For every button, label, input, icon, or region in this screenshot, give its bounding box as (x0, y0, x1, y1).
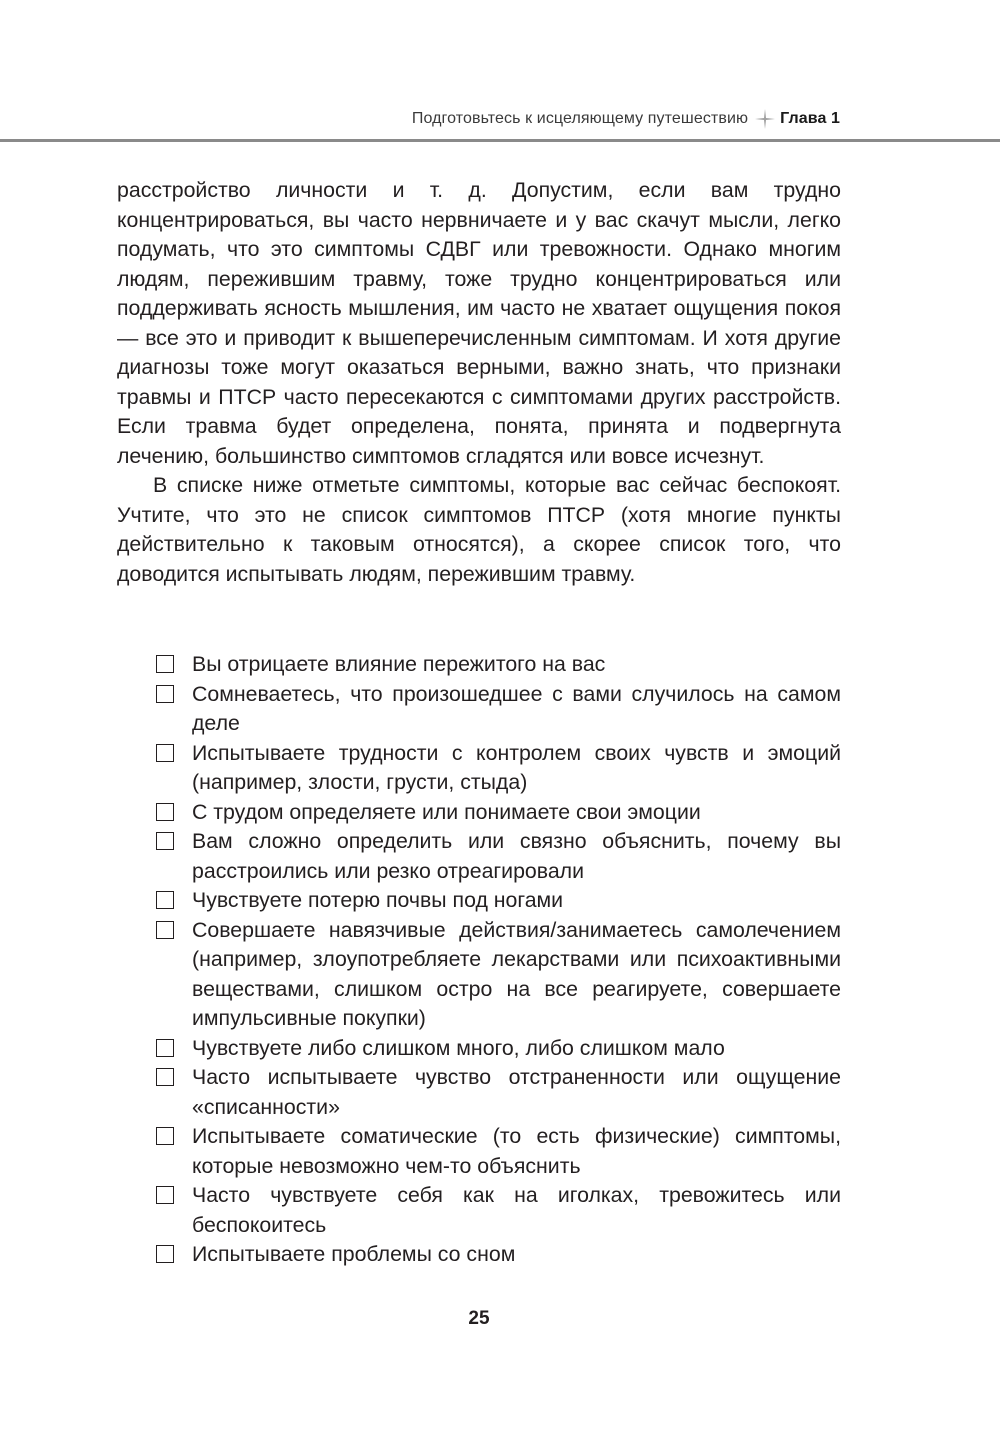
checklist-item-label: Сомневаетесь, что произошедшее с вами случилось на самом деле (192, 681, 841, 735)
header-rule (0, 139, 1000, 142)
chapter-label: Глава 1 (780, 110, 840, 127)
body-text (117, 176, 841, 589)
checklist-item (155, 916, 841, 1034)
checkbox[interactable] (156, 744, 174, 762)
checkbox[interactable] (156, 1068, 174, 1086)
checklist-item (155, 1240, 841, 1270)
page-number: 25 (468, 1308, 490, 1329)
checklist-item-label: Испытываете соматические (то есть физические) симптомы, которые невозможно чем-то объяснить (192, 1124, 841, 1178)
paragraph: В списке ниже отметьте симптомы, которые вас сейчас беспокоят. Учтите, что это не список симптомов ПТСР (хотя многие пункты действительно к таковым относятся), а скорее список того, что доводится испытывать людям, пережившим травму. (117, 473, 841, 586)
four-point-star-icon (754, 108, 776, 130)
checklist-item (155, 886, 841, 916)
running-header (412, 108, 840, 130)
checklist-item-label: Испытываете трудности с контролем своих чувств и эмоций (например, злости, грусти, стыда) (192, 740, 841, 794)
checklist-item (155, 1063, 841, 1122)
checklist-item (155, 798, 841, 828)
checklist-item-label: Часто испытываете чувство отстраненности или ощущение «списанности» (192, 1065, 841, 1119)
checklist-item (155, 650, 841, 680)
checklist-item-label: Чувствуете либо слишком много, либо слишком мало (192, 1035, 725, 1060)
checklist-item (155, 1122, 841, 1181)
paragraph: расстройство личности и т. д. Допустим, если вам трудно концентрироваться, вы часто нервничаете и у вас скачут мысли, легко подумать, что это симптомы СДВГ или тревожности. Однако многим людям, пережившим травму, тоже трудно концентрироваться или поддерживать ясность мышления, им часто не хватает ощущения покоя — все это и приводит к вышеперечисленным симптомам. И хотя другие диагнозы тоже могут оказаться верными, важно знать, что признаки травмы и ПТСР часто пересекаются с симптомами других расстройств. Если травма будет определена, понята, принята и подвергнута лечению, большинство симптомов сгладятся или вовсе исчезнут. (117, 178, 841, 468)
checkbox[interactable] (156, 1245, 174, 1263)
checkbox[interactable] (156, 921, 174, 939)
checkbox[interactable] (156, 832, 174, 850)
checklist-item (155, 1034, 841, 1064)
symptom-checklist (155, 650, 841, 1270)
checklist-item-label: Часто чувствуете себя как на иголках, тревожитесь или беспокоитесь (192, 1183, 841, 1237)
checkbox[interactable] (156, 655, 174, 673)
checkbox[interactable] (156, 891, 174, 909)
checklist-item-label: Вам сложно определить или связно объяснить, почему вы расстроились или резко отреагировали (192, 829, 841, 883)
checklist-item-label: Испытываете проблемы со сном (192, 1242, 516, 1266)
checklist-item (155, 739, 841, 798)
checkbox[interactable] (156, 685, 174, 703)
checkbox[interactable] (156, 1186, 174, 1204)
checkbox[interactable] (156, 1127, 174, 1145)
checklist-item (155, 1181, 841, 1240)
checklist-item-label: С трудом определяете или понимаете свои эмоции (192, 799, 701, 824)
checkbox[interactable] (156, 1039, 174, 1057)
checklist-item-label: Чувствуете потерю почвы под ногами (192, 888, 564, 912)
checklist-item (155, 680, 841, 739)
checkbox[interactable] (156, 803, 174, 821)
book-title: Подготовьтесь к исцеляющему путешествию (411, 110, 749, 127)
checklist-item-label: Совершаете навязчивые действия/занимаетесь самолечением (например, злоупотребляете лекарствами или психоактивными веществами, слишком остро на все реагируете, совершаете импульсивные покупки) (192, 917, 841, 1030)
checklist-item-label: Вы отрицаете влияние пережитого на вас (192, 652, 606, 676)
checklist-item (155, 827, 841, 886)
